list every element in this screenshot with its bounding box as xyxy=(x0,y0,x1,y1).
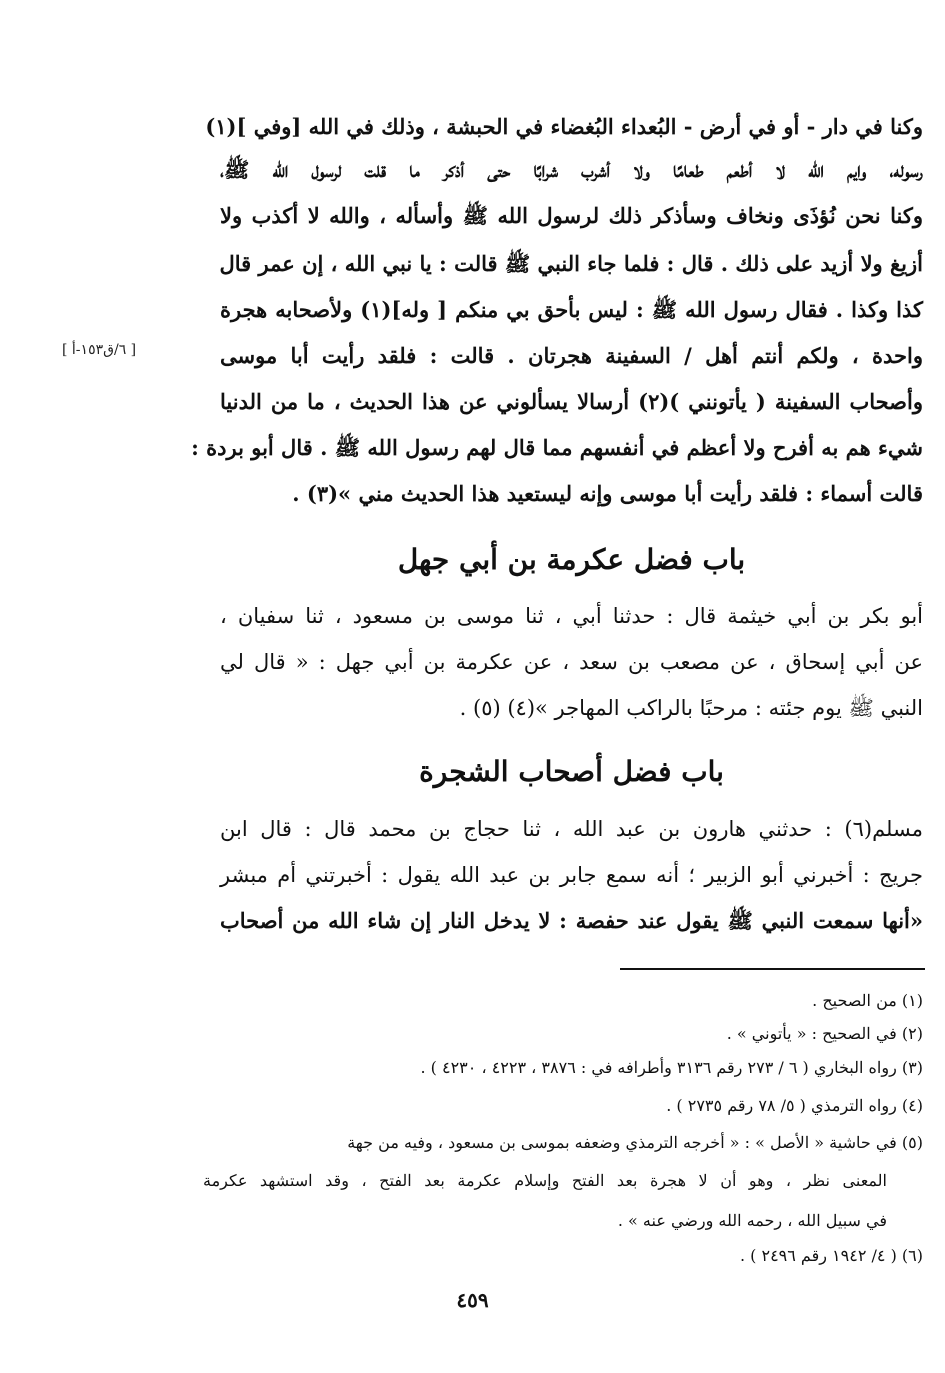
manuscript-folio-note: [ ٦/ق١٥٣-أ ] xyxy=(62,342,137,358)
body-line: وأصحاب السفينة ( يأتونني )(٢) أرسالا يسألوني عن هذا الحديث ، ما من الدنيا xyxy=(220,389,923,414)
body-line: جريج : أخبرني أبو الزبير ؛ أنه سمع جابر بن عبد الله يقول : أخبرتني أم مبشر xyxy=(220,863,923,887)
chapter-heading: باب فضل أصحاب الشجرة xyxy=(419,755,724,788)
body-line: أبو بكر بن أبي خيثمة قال : حدثنا أبي ، ثنا موسى بن مسعود ، ثنا سفيان ، xyxy=(220,604,923,628)
body-line: مسلم(٦) : حدثني هارون بن عبد الله ، ثنا حجاج بن محمد قال : قال ابن xyxy=(220,817,923,841)
body-line: رسوله، وايم الله لا أطعم طعامًا ولا أشرب شرابًا حتى أذكر ما قلت لرسول الله ﷺ، xyxy=(220,157,923,182)
chapter-heading: باب فضل عكرمة بن أبي جهل xyxy=(397,543,746,576)
page-number: ٤٥٩ xyxy=(456,1288,489,1312)
body-line: كذا وكذا . فقال رسول الله ﷺ : ليس بأحق بي منكم [ وله](١) ولأصحابه هجرة xyxy=(220,297,923,322)
footnote-continuation: في سبيل الله ، رحمه الله ورضي عنه » . xyxy=(617,1211,887,1230)
body-line: عن أبي إسحاق ، عن مصعب بن سعد ، عن عكرمة بن أبي جهل : « قال لي xyxy=(220,650,923,674)
footnote: (٤) رواه الترمذي ( ٥/ ٧٨ رقم ٢٧٣٥ ) . xyxy=(666,1096,923,1115)
footnote-separator xyxy=(620,968,925,970)
body-line: أزيغ ولا أزيد على ذلك . قال : فلما جاء النبي ﷺ قالت : يا نبي الله ، إن عمر قال xyxy=(219,251,923,276)
footnote-continuation: المعنى نظر ، وهو أن لا هجرة بعد الفتح وإسلام عكرمة بعد الفتح ، وقد استشهد عكرمة xyxy=(203,1171,887,1190)
footnote: (٥) في حاشية « الأصل » : « أخرجه الترمذي وضعفه بموسى بن مسعود ، وفيه من جهة xyxy=(347,1133,923,1152)
body-line: شيء هم به أفرح ولا أعظم في أنفسهم مما قال لهم رسول الله ﷺ . قال أبو بردة : xyxy=(191,435,923,460)
footnote: (٢) في الصحيح : « يأتوني » . xyxy=(726,1024,923,1043)
body-line: واحدة ، ولكم أنتم أهل / السفينة هجرتان . قالت : فلقد رأيت أبا موسى xyxy=(220,343,923,368)
body-line: قالت أسماء : فلقد رأيت أبا موسى وإنه ليستعيد هذا الحديث مني »(٣) . xyxy=(292,481,923,506)
body-line: «أنها سمعت النبي ﷺ يقول عند حفصة : لا يدخل النار إن شاء الله من أصحاب xyxy=(220,908,923,933)
footnote: (٣) رواه البخاري ( ٦ / ٢٧٣ رقم ٣١٣٦ وأطرافه في : ٣٨٧٦ ، ٤٢٢٣ ، ٤٢٣٠ ) . xyxy=(420,1058,923,1077)
footnote: (٦) ( ٤/ ١٩٤٢ رقم ٢٤٩٦ ) . xyxy=(739,1246,923,1265)
footnote: (١) من الصحيح . xyxy=(812,991,923,1010)
body-line: وكنا في دار - أو في أرض - البُعداء البُغضاء في الحبشة ، وذلك في الله [وفي ](١) xyxy=(205,114,923,139)
body-line: وكنا نحن نُؤذَى ونخاف وسأذكر ذلك لرسول الله ﷺ وأسأله ، والله لا أكذب ولا xyxy=(220,203,923,228)
body-line: النبي ﷺ يوم جئته : مرحبًا بالراكب المهاجر »(٤) (٥) . xyxy=(459,696,923,720)
